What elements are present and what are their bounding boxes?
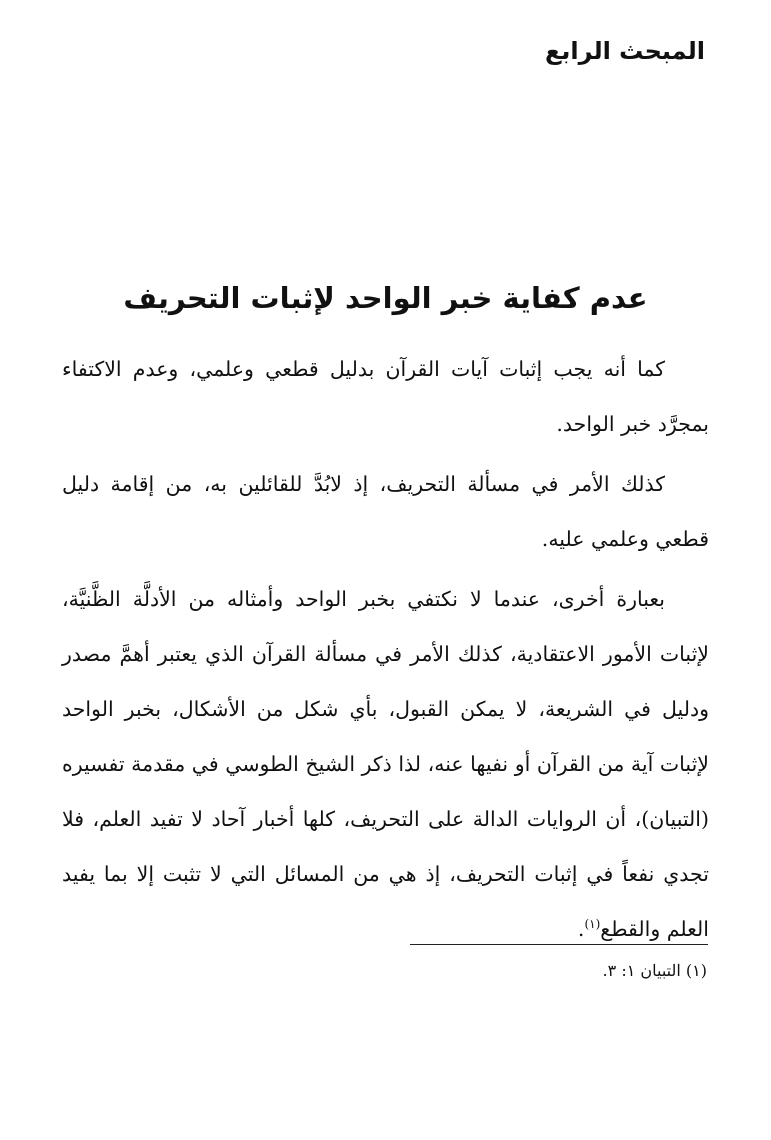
running-header: المبحث الرابع [545,37,705,65]
paragraph-3 [62,572,709,957]
paragraph-1: كما أنه يجب إثبات آيات القرآن بدليل قطعي وعلمي، وعدم الاكتفاء بمجرَّد خبر الواحد. [62,357,709,436]
footnote-separator [410,944,708,945]
footnote-reference[interactable]: (١) [584,917,601,932]
footnote-text: (١) التبيان ١: ٣. [602,961,707,980]
paragraph-3-text: بعبارة أخرى، عندما لا نكتفي بخبر الواحد وأمثاله من الأدلَّة الظَّنيَّة، لإثبات الأمور الاعتقادية، كذلك الأمر في مسألة القرآن الذي يعتبر أهمَّ مصدر ودليل في الشريعة، لا يمكن القبول، بأي شكل من الأشكال، بخبر الواحد لإثبات آية من القرآن أو نفيها عنه، لذا ذكر الشيخ الطوسي في مقدمة تفسيره (التبيان)، أن الروايات الدالة على التحريف، كلها أخبار آحاد لا تفيد العلم، فلا تجدي نفعاً في إثبات التحريف، إذ هي من المسائل التي لا تثبت إلا بما يفيد العلم والقطع [62,587,709,941]
paragraph-2: كذلك الأمر في مسألة التحريف، إذ لابُدَّ للقائلين به، من إقامة دليل قطعي وعلمي عليه. [62,472,709,551]
section-title: عدم كفاية خبر الواحد لإثبات التحريف [123,281,648,315]
body-text [62,342,709,962]
paragraph-3-end: . [577,917,585,941]
